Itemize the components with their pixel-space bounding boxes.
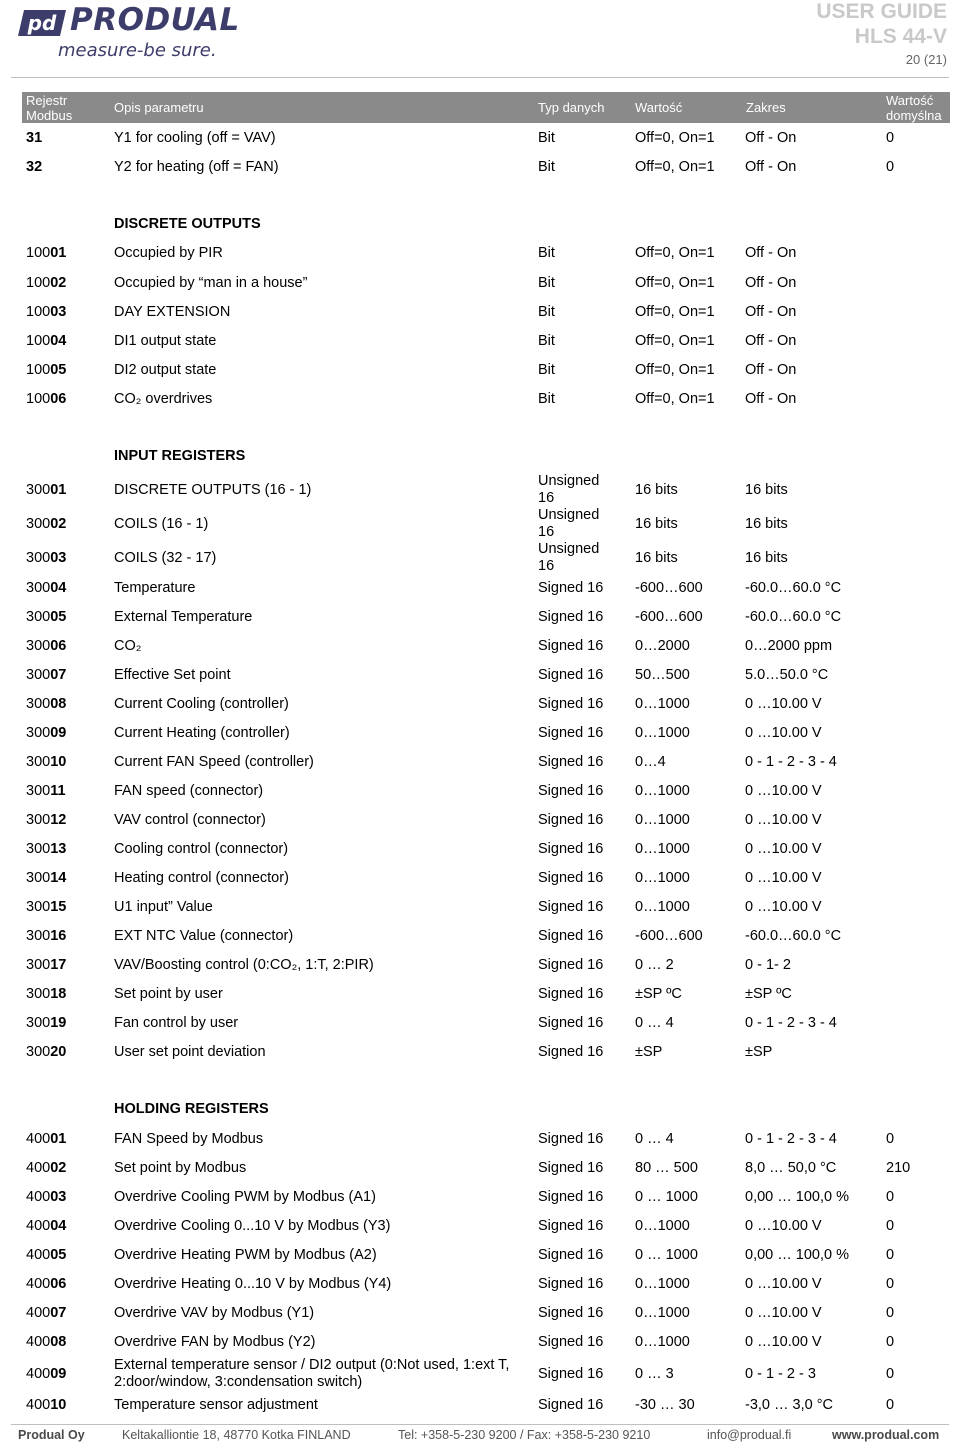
register-cell: 32 xyxy=(26,159,43,175)
value-cell: 0 … 2 xyxy=(635,957,674,973)
data-type-cell: Bit xyxy=(538,245,555,261)
default-cell: 0 xyxy=(886,1131,895,1147)
range-cell: -60.0…60.0 °C xyxy=(745,580,842,596)
register-cell: 300 10 xyxy=(26,754,67,770)
description-cell: COILS (32 - 17) xyxy=(114,549,217,566)
value-cell: 50…500 xyxy=(635,667,690,683)
range-cell: ±SP xyxy=(745,1044,773,1060)
table-row xyxy=(0,1270,960,1299)
data-type-cell: Signed 16 xyxy=(538,1305,604,1321)
table-row xyxy=(0,1038,960,1067)
description-cell: Effective Set point xyxy=(114,667,231,683)
logo-text: PRODUAL xyxy=(70,2,240,38)
description-cell: Y1 for cooling (off = VAV) xyxy=(114,130,276,146)
data-type-cell: Unsigned 16 xyxy=(538,473,600,506)
range-cell: 0 …10.00 V xyxy=(745,1276,822,1292)
register-cell: 100 06 xyxy=(26,391,67,407)
default-cell: 0 xyxy=(886,1276,895,1292)
range-cell: 0 - 1 - 2 - 3 - 4 xyxy=(745,1015,837,1031)
value-cell: 16 bits xyxy=(635,549,678,566)
data-type-cell: Bit xyxy=(538,362,555,378)
range-cell: 0 - 1 - 2 - 3 - 4 xyxy=(745,1131,837,1147)
data-type-cell: Signed 16 xyxy=(538,1276,604,1292)
value-cell: ±SP xyxy=(635,1044,663,1060)
data-type-cell: Signed 16 xyxy=(538,986,604,1002)
data-type-cell: Bit xyxy=(538,333,555,349)
data-type-cell: Signed 16 xyxy=(538,812,604,828)
table-row xyxy=(0,1391,960,1420)
svg-text:pd: pd xyxy=(27,11,57,35)
data-type-cell: Signed 16 xyxy=(538,609,604,625)
table-row xyxy=(0,1212,960,1241)
value-cell: 0…2000 xyxy=(635,638,690,654)
range-cell: 0 …10.00 V xyxy=(745,725,822,741)
table-row xyxy=(0,864,960,893)
value-cell: 0…1000 xyxy=(635,812,690,828)
data-type-cell: Signed 16 xyxy=(538,928,604,944)
register-cell: 300 04 xyxy=(26,580,67,596)
page-footer xyxy=(0,1428,960,1444)
register-cell: 300 19 xyxy=(26,1015,67,1031)
section-heading: INPUT REGISTERS xyxy=(114,448,246,464)
default-cell: 210 xyxy=(886,1160,911,1176)
range-cell: 0 - 1 - 2 - 3 xyxy=(745,1365,816,1382)
data-type-cell: Signed 16 xyxy=(538,1015,604,1031)
value-cell: 0…1000 xyxy=(635,1276,690,1292)
range-cell: 0 …10.00 V xyxy=(745,899,822,915)
data-type-cell: Signed 16 xyxy=(538,1397,604,1413)
table-row xyxy=(0,298,960,327)
default-cell: 0 xyxy=(886,1305,895,1321)
data-type-cell: Bit xyxy=(538,391,555,407)
table-row xyxy=(0,507,960,541)
header-value: Wartość xyxy=(635,100,683,115)
register-cell: 300 12 xyxy=(26,812,67,828)
value-cell: -600…600 xyxy=(635,928,703,944)
footer-email: info@produal.fi xyxy=(707,1428,792,1442)
data-type-cell: Signed 16 xyxy=(538,899,604,915)
description-cell: Overdrive FAN by Modbus (Y2) xyxy=(114,1334,316,1350)
table-row xyxy=(0,835,960,864)
register-cell: 400 01 xyxy=(26,1131,67,1147)
register-cell: 300 06 xyxy=(26,638,67,654)
value-cell: 0…1000 xyxy=(635,1218,690,1234)
model-name: HLS 44-V xyxy=(854,25,947,48)
table-row xyxy=(0,603,960,632)
range-cell: 8,0 … 50,0 °C xyxy=(745,1160,837,1176)
value-cell: 0…1000 xyxy=(635,725,690,741)
value-cell: 0…1000 xyxy=(635,1334,690,1350)
section-heading-row xyxy=(0,1095,960,1124)
data-type-cell: Bit xyxy=(538,159,555,175)
register-cell: 400 04 xyxy=(26,1218,67,1234)
range-cell: 0 …10.00 V xyxy=(745,1305,822,1321)
range-cell: 5.0…50.0 °C xyxy=(745,667,829,683)
value-cell: -600…600 xyxy=(635,609,703,625)
data-type-cell: Bit xyxy=(538,130,555,146)
value-cell: Off=0, On=1 xyxy=(635,391,715,407)
default-cell: 0 xyxy=(886,1218,895,1234)
footer-company: Produal Oy xyxy=(18,1428,85,1442)
range-cell: Off - On xyxy=(745,130,797,146)
data-type-cell: Signed 16 xyxy=(538,725,604,741)
range-cell: -60.0…60.0 °C xyxy=(745,609,842,625)
data-type-cell: Signed 16 xyxy=(538,841,604,857)
data-type-cell: Signed 16 xyxy=(538,1131,604,1147)
description-cell: Temperature xyxy=(114,580,196,596)
data-type-cell: Signed 16 xyxy=(538,957,604,973)
data-type-cell: Signed 16 xyxy=(538,1189,604,1205)
description-cell: User set point deviation xyxy=(114,1044,266,1060)
table-row xyxy=(0,1009,960,1038)
table-row xyxy=(0,980,960,1009)
data-type-cell: Signed 16 xyxy=(538,580,604,596)
guide-title: USER GUIDE xyxy=(816,0,947,23)
data-type-cell: Bit xyxy=(538,304,555,320)
value-cell: 0 … 3 xyxy=(635,1365,674,1382)
table-row xyxy=(0,385,960,414)
table-row xyxy=(0,719,960,748)
table-row xyxy=(0,777,960,806)
description-cell: Set point by Modbus xyxy=(114,1160,247,1176)
description-cell: CO₂ overdrives xyxy=(114,391,213,407)
description-cell: Overdrive Heating 0...10 V by Modbus (Y4) xyxy=(114,1276,392,1292)
value-cell: 0 … 4 xyxy=(635,1131,674,1147)
range-cell: ±SP ºC xyxy=(745,986,792,1002)
footer-phone: Tel: +358-5-230 9200 / Fax: +358-5-230 9210 xyxy=(398,1428,651,1442)
data-type-cell: Signed 16 xyxy=(538,1218,604,1234)
description-cell: External Temperature xyxy=(114,609,253,625)
data-type-cell: Signed 16 xyxy=(538,638,604,654)
description-cell: Occupied by “man in a house” xyxy=(114,275,308,291)
register-cell: 400 03 xyxy=(26,1189,67,1205)
value-cell: Off=0, On=1 xyxy=(635,245,715,261)
table-row xyxy=(0,1328,960,1357)
value-cell: 0 … 1000 xyxy=(635,1247,698,1263)
register-cell: 100 02 xyxy=(26,275,67,291)
table-row xyxy=(0,893,960,922)
table-row xyxy=(0,748,960,777)
value-cell: ±SP ºC xyxy=(635,986,682,1002)
range-cell: Off - On xyxy=(745,304,797,320)
description-cell: DI2 output state xyxy=(114,362,217,378)
data-type-cell: Signed 16 xyxy=(538,783,604,799)
register-cell: 400 02 xyxy=(26,1160,67,1176)
register-cell: 100 01 xyxy=(26,245,67,261)
range-cell: 0 …10.00 V xyxy=(745,783,822,799)
description-cell: COILS (16 - 1) xyxy=(114,515,209,532)
table-row xyxy=(0,1357,960,1391)
value-cell: 0…1000 xyxy=(635,841,690,857)
register-cell: 300 09 xyxy=(26,725,67,741)
data-type-cell: Signed 16 xyxy=(538,754,604,770)
value-cell: Off=0, On=1 xyxy=(635,159,715,175)
data-type-cell: Bit xyxy=(538,275,555,291)
data-type-cell: Signed 16 xyxy=(538,1247,604,1263)
register-cell: 300 14 xyxy=(26,870,67,886)
range-cell: 16 bits xyxy=(745,481,788,498)
description-cell: Current FAN Speed (controller) xyxy=(114,754,314,770)
register-cell: 300 20 xyxy=(26,1044,67,1060)
data-type-cell: Signed 16 xyxy=(538,696,604,712)
range-cell: 0 …10.00 V xyxy=(745,1334,822,1350)
default-cell: 0 xyxy=(886,130,895,146)
table-row xyxy=(0,1299,960,1328)
description-cell: VAV/Boosting control (0:CO₂, 1:T, 2:PIR) xyxy=(114,957,374,973)
description-cell: Cooling control (connector) xyxy=(114,841,289,857)
range-cell: Off - On xyxy=(745,245,797,261)
description-cell: DAY EXTENSION xyxy=(114,304,231,320)
range-cell: 0 …10.00 V xyxy=(745,870,822,886)
description-cell: Overdrive Heating PWM by Modbus (A2) xyxy=(114,1247,377,1263)
table-row xyxy=(0,153,960,182)
range-cell: 0…2000 ppm xyxy=(745,638,833,654)
data-type-cell: Signed 16 xyxy=(538,1044,604,1060)
value-cell: Off=0, On=1 xyxy=(635,333,715,349)
footer-address: Keltakalliontie 18, 48770 Kotka FINLAND xyxy=(122,1428,351,1442)
default-cell: 0 xyxy=(886,1397,895,1413)
table-row xyxy=(0,661,960,690)
range-cell: 0 - 1- 2 xyxy=(745,957,791,973)
description-cell: DI1 output state xyxy=(114,333,217,349)
register-cell: 300 13 xyxy=(26,841,67,857)
section-heading-row xyxy=(0,442,960,471)
value-cell: 80 … 500 xyxy=(635,1160,698,1176)
register-cell: 300 02 xyxy=(26,515,67,532)
data-type-cell: Signed 16 xyxy=(538,667,604,683)
value-cell: 0 … 1000 xyxy=(635,1189,698,1205)
value-cell: Off=0, On=1 xyxy=(635,275,715,291)
description-cell: Current Heating (controller) xyxy=(114,725,290,741)
table-row xyxy=(0,951,960,980)
register-cell: 400 06 xyxy=(26,1276,67,1292)
header-default: Wartość domyślna xyxy=(886,92,942,123)
default-cell: 0 xyxy=(886,159,895,175)
table-row xyxy=(0,1154,960,1183)
range-cell: 0 - 1 - 2 - 3 - 4 xyxy=(745,754,837,770)
description-cell: DISCRETE OUTPUTS (16 - 1) xyxy=(114,481,312,498)
register-cell: 300 17 xyxy=(26,957,67,973)
range-cell: Off - On xyxy=(745,362,797,378)
data-type-cell: Signed 16 xyxy=(538,1334,604,1350)
description-cell: U1 input” Value xyxy=(114,899,213,915)
value-cell: Off=0, On=1 xyxy=(635,304,715,320)
register-cell: 300 16 xyxy=(26,928,67,944)
description-cell: EXT NTC Value (connector) xyxy=(114,928,294,944)
range-cell: Off - On xyxy=(745,333,797,349)
table-row xyxy=(0,269,960,298)
description-cell: Occupied by PIR xyxy=(114,245,223,261)
table-row xyxy=(0,574,960,603)
default-cell: 0 xyxy=(886,1334,895,1350)
description-cell: External temperature sensor / DI2 output (0:Not used, 1:ext T, 2:door/window, 3:condensation switch) xyxy=(114,1357,510,1390)
table-row xyxy=(0,1183,960,1212)
description-cell: Y2 for heating (off = FAN) xyxy=(114,159,279,175)
register-cell: 400 08 xyxy=(26,1334,67,1350)
description-cell: Overdrive Cooling PWM by Modbus (A1) xyxy=(114,1189,376,1205)
range-cell: -3,0 … 3,0 °C xyxy=(745,1397,833,1413)
value-cell: 0…4 xyxy=(635,754,666,770)
description-cell: VAV control (connector) xyxy=(114,812,266,828)
description-cell: Heating control (connector) xyxy=(114,870,289,886)
range-cell: 16 bits xyxy=(745,549,788,566)
header-type: Typ danych xyxy=(538,100,605,115)
table-row xyxy=(0,473,960,507)
footer-divider xyxy=(11,1424,949,1425)
data-type-cell: Signed 16 xyxy=(538,870,604,886)
register-cell: 300 03 xyxy=(26,549,67,566)
section-heading: HOLDING REGISTERS xyxy=(114,1101,269,1117)
description-cell: FAN Speed by Modbus xyxy=(114,1131,264,1147)
table-row xyxy=(0,1125,960,1154)
range-cell: 0 …10.00 V xyxy=(745,841,822,857)
register-cell: 300 01 xyxy=(26,481,67,498)
value-cell: 16 bits xyxy=(635,481,678,498)
footer-website: www.produal.com xyxy=(832,1428,940,1442)
register-cell: 400 10 xyxy=(26,1397,67,1413)
description-cell: CO₂ xyxy=(114,638,142,654)
value-cell: -600…600 xyxy=(635,580,703,596)
register-cell: 400 09 xyxy=(26,1365,67,1382)
data-type-cell: Signed 16 xyxy=(538,1365,604,1382)
register-cell: 300 07 xyxy=(26,667,67,683)
value-cell: Off=0, On=1 xyxy=(635,362,715,378)
range-cell: Off - On xyxy=(745,275,797,291)
default-cell: 0 xyxy=(886,1189,895,1205)
range-cell: 0 …10.00 V xyxy=(745,1218,822,1234)
range-cell: Off - On xyxy=(745,159,797,175)
data-type-cell: Unsigned 16 xyxy=(538,541,600,574)
table-row xyxy=(0,124,960,153)
table-row xyxy=(0,690,960,719)
register-cell: 300 11 xyxy=(26,783,66,799)
description-cell: Set point by user xyxy=(114,986,223,1002)
range-cell: 0,00 … 100,0 % xyxy=(745,1247,849,1263)
table-row xyxy=(0,1241,960,1270)
section-heading: DISCRETE OUTPUTS xyxy=(114,216,261,232)
table-row xyxy=(0,541,960,575)
value-cell: 0…1000 xyxy=(635,870,690,886)
table-row xyxy=(0,806,960,835)
default-cell: 0 xyxy=(886,1365,895,1382)
value-cell: 0…1000 xyxy=(635,696,690,712)
description-cell: Overdrive Cooling 0...10 V by Modbus (Y3) xyxy=(114,1218,391,1234)
table-row xyxy=(0,356,960,385)
header-range: Zakres xyxy=(746,100,786,115)
value-cell: 0…1000 xyxy=(635,783,690,799)
page-number: 20 (21) xyxy=(905,52,947,67)
header-description: Opis parametru xyxy=(114,100,204,115)
header-register: Rejestr Modbus xyxy=(26,92,73,123)
range-cell: 16 bits xyxy=(745,515,788,532)
value-cell: -30 … 30 xyxy=(635,1397,695,1413)
register-cell: 300 15 xyxy=(26,899,67,915)
register-cell: 100 05 xyxy=(26,362,67,378)
description-cell: Overdrive VAV by Modbus (Y1) xyxy=(114,1305,315,1321)
register-cell: 400 05 xyxy=(26,1247,67,1263)
table-row xyxy=(0,327,960,356)
description-cell: Temperature sensor adjustment xyxy=(114,1397,318,1413)
value-cell: 0 … 4 xyxy=(635,1015,674,1031)
register-cell: 100 04 xyxy=(26,333,67,349)
range-cell: 0 …10.00 V xyxy=(745,696,822,712)
value-cell: Off=0, On=1 xyxy=(635,130,715,146)
table-row xyxy=(0,239,960,268)
section-heading-row xyxy=(0,210,960,239)
description-cell: Current Cooling (controller) xyxy=(114,696,289,712)
data-type-cell: Signed 16 xyxy=(538,1160,604,1176)
register-cell: 100 03 xyxy=(26,304,67,320)
register-cell: 300 05 xyxy=(26,609,67,625)
range-cell: -60.0…60.0 °C xyxy=(745,928,842,944)
range-cell: 0 …10.00 V xyxy=(745,812,822,828)
data-type-cell: Unsigned 16 xyxy=(538,507,600,540)
register-cell: 300 18 xyxy=(26,986,67,1002)
range-cell: Off - On xyxy=(745,391,797,407)
value-cell: 0…1000 xyxy=(635,899,690,915)
register-cell: 400 07 xyxy=(26,1305,67,1321)
description-cell: FAN speed (connector) xyxy=(114,783,264,799)
table-row xyxy=(0,922,960,951)
range-cell: 0,00 … 100,0 % xyxy=(745,1189,849,1205)
logo-tagline: measure-be sure. xyxy=(58,40,217,61)
value-cell: 16 bits xyxy=(635,515,678,532)
value-cell: 0…1000 xyxy=(635,1305,690,1321)
register-cell: 300 08 xyxy=(26,696,67,712)
register-cell: 31 xyxy=(26,130,43,146)
table-row xyxy=(0,632,960,661)
description-cell: Fan control by user xyxy=(114,1015,239,1031)
default-cell: 0 xyxy=(886,1247,895,1263)
